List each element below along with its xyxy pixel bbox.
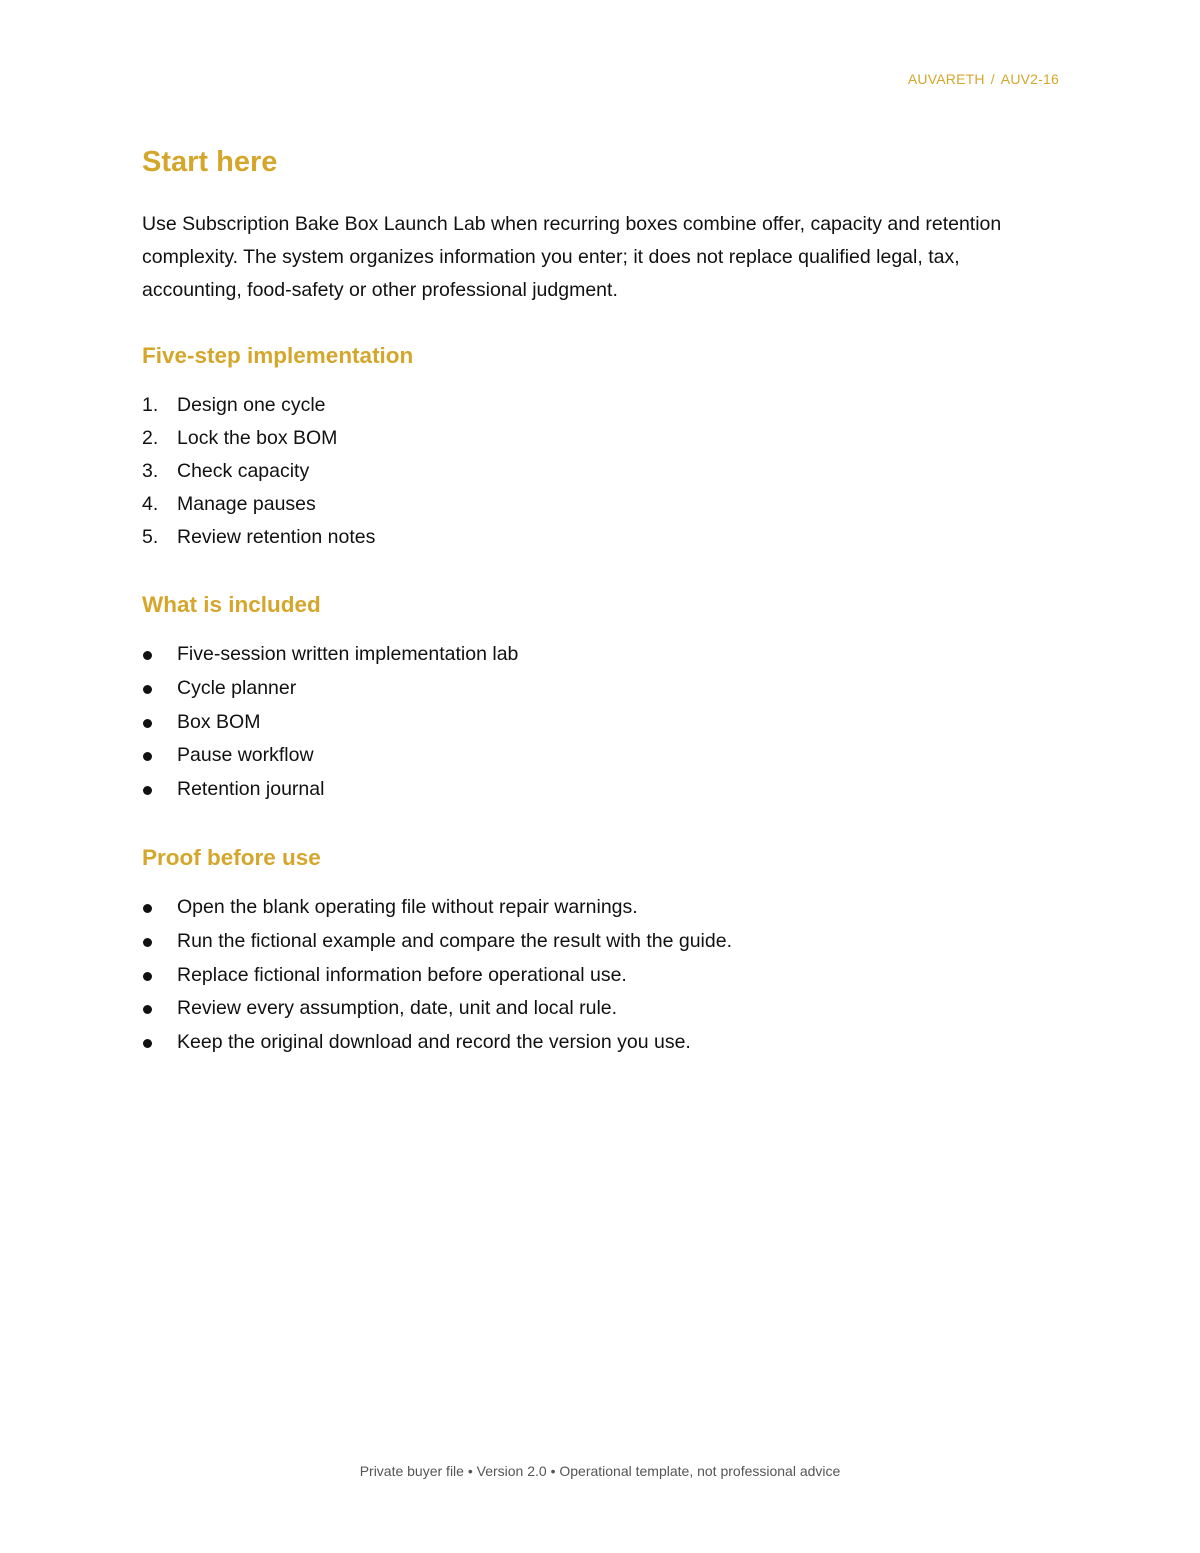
brand-name: AUVARETH: [907, 71, 985, 87]
page-content: [142, 142, 1042, 1060]
bullet-icon: [143, 752, 152, 761]
list-item: [142, 521, 1042, 554]
list-item: [142, 488, 1042, 521]
bullet-icon: [143, 786, 152, 795]
step-text: Manage pauses: [177, 493, 316, 515]
list-item: [142, 706, 1042, 740]
step-number: 4.: [142, 493, 159, 515]
header-separator: /: [990, 71, 995, 87]
list-item: [142, 891, 1042, 925]
step-text: Review retention notes: [177, 526, 376, 548]
step-number: 5.: [142, 526, 159, 548]
document-code: AUV2-16: [1000, 71, 1059, 87]
proof-heading: Proof before use: [142, 844, 321, 870]
list-item: [142, 638, 1042, 672]
steps-heading: Five-step implementation: [142, 343, 414, 368]
list-item: [142, 992, 1042, 1026]
item-text: Run the fictional example and compare the result with the guide.: [177, 929, 732, 952]
item-text: Open the blank operating file without repair warnings.: [177, 895, 638, 918]
proof-list: [142, 891, 1042, 1060]
list-item: [142, 455, 1042, 488]
page-title: Start here: [142, 146, 278, 178]
steps-section: [142, 341, 1042, 554]
list-item: [142, 422, 1042, 455]
bullet-icon: [143, 938, 152, 947]
item-text: Cycle planner: [177, 676, 297, 699]
intro-paragraph: Use Subscription Bake Box Launch Lab when recurring boxes combine offer, capacity and retention complexity. The system organizes information you enter; it does not replace qualified legal, tax, accounting, food-safety or other professional judgment.: [142, 213, 1002, 301]
bullet-icon: [143, 651, 152, 660]
item-text: Keep the original download and record the version you use.: [177, 1031, 691, 1054]
list-item: [142, 389, 1042, 422]
page-footer: Private buyer file • Version 2.0 • Operational template, not professional advice: [359, 1463, 841, 1479]
step-text: Design one cycle: [177, 394, 326, 416]
bullet-icon: [143, 972, 152, 981]
list-item: [142, 959, 1042, 993]
steps-list: [142, 389, 1042, 554]
step-number: 1.: [142, 394, 159, 416]
bullet-icon: [143, 719, 152, 728]
step-text: Lock the box BOM: [177, 427, 338, 449]
proof-section: [142, 843, 1042, 1060]
running-header: [908, 71, 1059, 87]
item-text: Box BOM: [177, 710, 261, 733]
step-number: 2.: [142, 427, 159, 449]
bullet-icon: [143, 685, 152, 694]
list-item: [142, 925, 1042, 959]
list-item: [142, 739, 1042, 773]
bullet-icon: [143, 1005, 152, 1014]
step-number: 3.: [142, 460, 159, 482]
step-text: Check capacity: [177, 460, 310, 482]
item-text: Review every assumption, date, unit and local rule.: [177, 997, 618, 1020]
item-text: Pause workflow: [177, 744, 314, 767]
item-text: Replace fictional information before operational use.: [177, 963, 627, 986]
included-section: [142, 590, 1042, 807]
list-item: [142, 672, 1042, 706]
bullet-icon: [143, 904, 152, 913]
bullet-icon: [143, 1039, 152, 1048]
item-text: Retention journal: [177, 778, 325, 801]
included-list: [142, 638, 1042, 807]
list-item: [142, 1026, 1042, 1060]
item-text: Five-session written implementation lab: [177, 643, 519, 665]
included-heading: What is included: [142, 592, 321, 617]
list-item: [142, 773, 1042, 807]
